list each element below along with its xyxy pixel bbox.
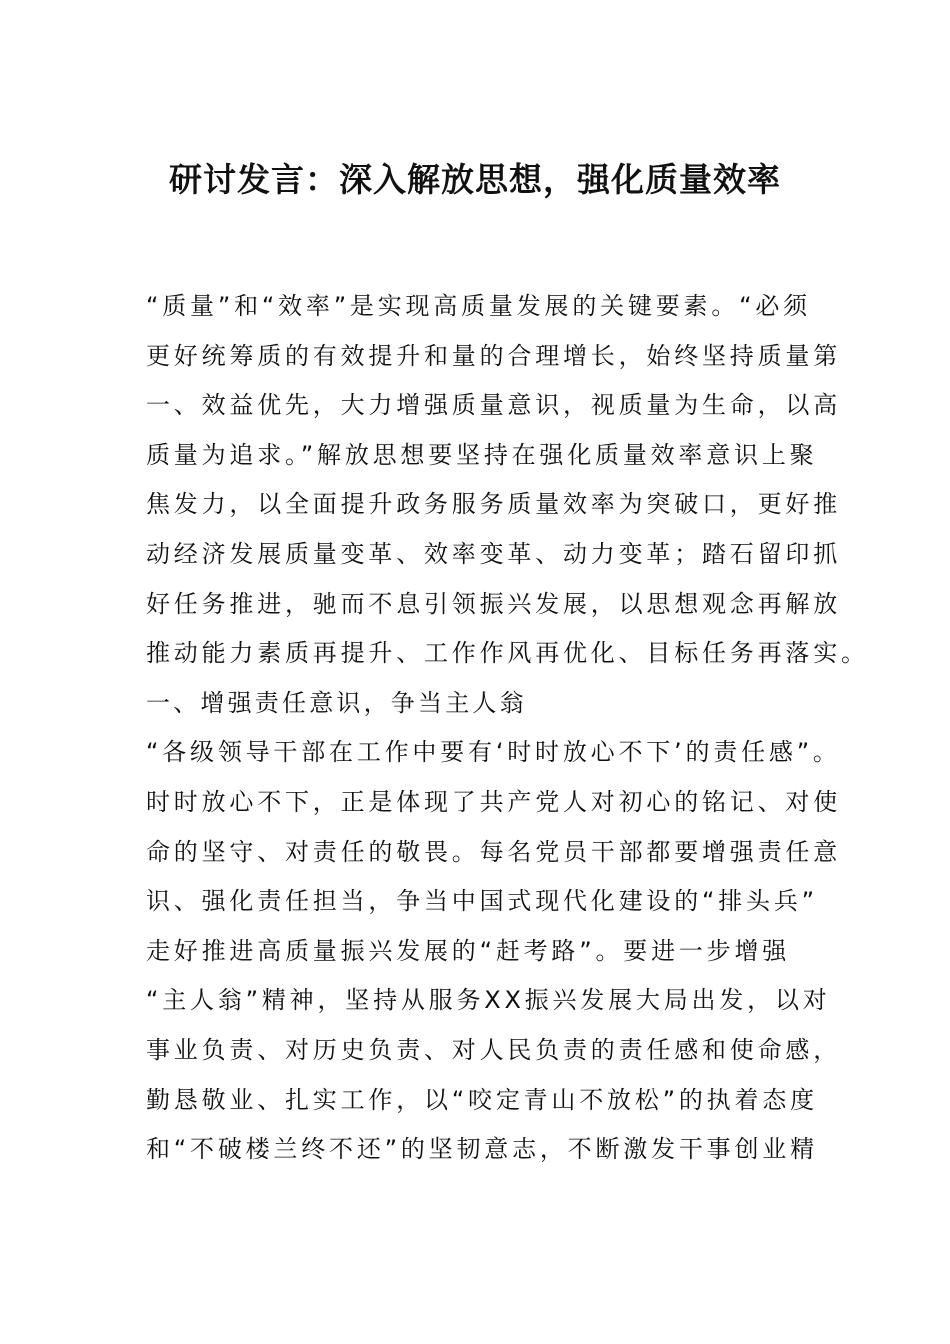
- body-line: 好任务推进，驰而不息引领振兴发展，以思想观念再解放: [146, 589, 841, 618]
- body-line: 推动能力素质再提升、工作作风再优化、目标任务再落实。: [146, 639, 869, 668]
- body-line: “质量”和“效率”是实现高质量发展的关键要素。“必须: [146, 292, 811, 320]
- body-line: “各级领导干部在工作中要有‘时时放心不下’的责任感”。: [146, 738, 841, 767]
- body-line: 勤恳敬业、扎实工作，以“咬定青山不放松”的执着态度: [146, 1085, 818, 1114]
- document-body: [146, 282, 869, 1175]
- body-line: 质量为追求。”解放思想要坚持在强化质量效率意识上聚: [146, 440, 818, 469]
- body-line: “主人翁”精神，坚持从服务XX振兴发展大局出发，以对: [146, 986, 831, 1015]
- body-line: 事业负责、对历史负责、对人民负责的责任感和使命感，: [146, 1035, 841, 1064]
- body-line: 焦发力，以全面提升政务服务质量效率为突破口，更好推: [146, 490, 841, 519]
- body-line: 命的坚守、对责任的敬畏。每名党员干部都要增强责任意: [146, 837, 841, 866]
- document-title: 研讨发言：深入解放思想，强化质量效率: [169, 160, 781, 199]
- body-line: 一、效益优先，大力增强质量意识，视质量为生命，以高: [146, 391, 841, 420]
- body-line: 动经济发展质量变革、效率变革、动力变革；踏石留印抓: [146, 539, 841, 568]
- body-line: 更好统筹质的有效提升和量的合理增长，始终坚持质量第: [146, 341, 841, 370]
- body-line: 和“不破楼兰终不还”的坚韧意志，不断激发干事创业精: [146, 1135, 818, 1164]
- section-heading: 一、增强责任意识，争当主人翁: [146, 688, 527, 717]
- body-line: 走好推进高质量振兴发展的“赶考路”。要进一步增强: [146, 936, 791, 965]
- body-line: 时时放心不下，正是体现了共产党人对初心的铭记、对使: [146, 787, 841, 816]
- body-line: 识、强化责任担当，争当中国式现代化建设的“排头兵”: [146, 887, 818, 916]
